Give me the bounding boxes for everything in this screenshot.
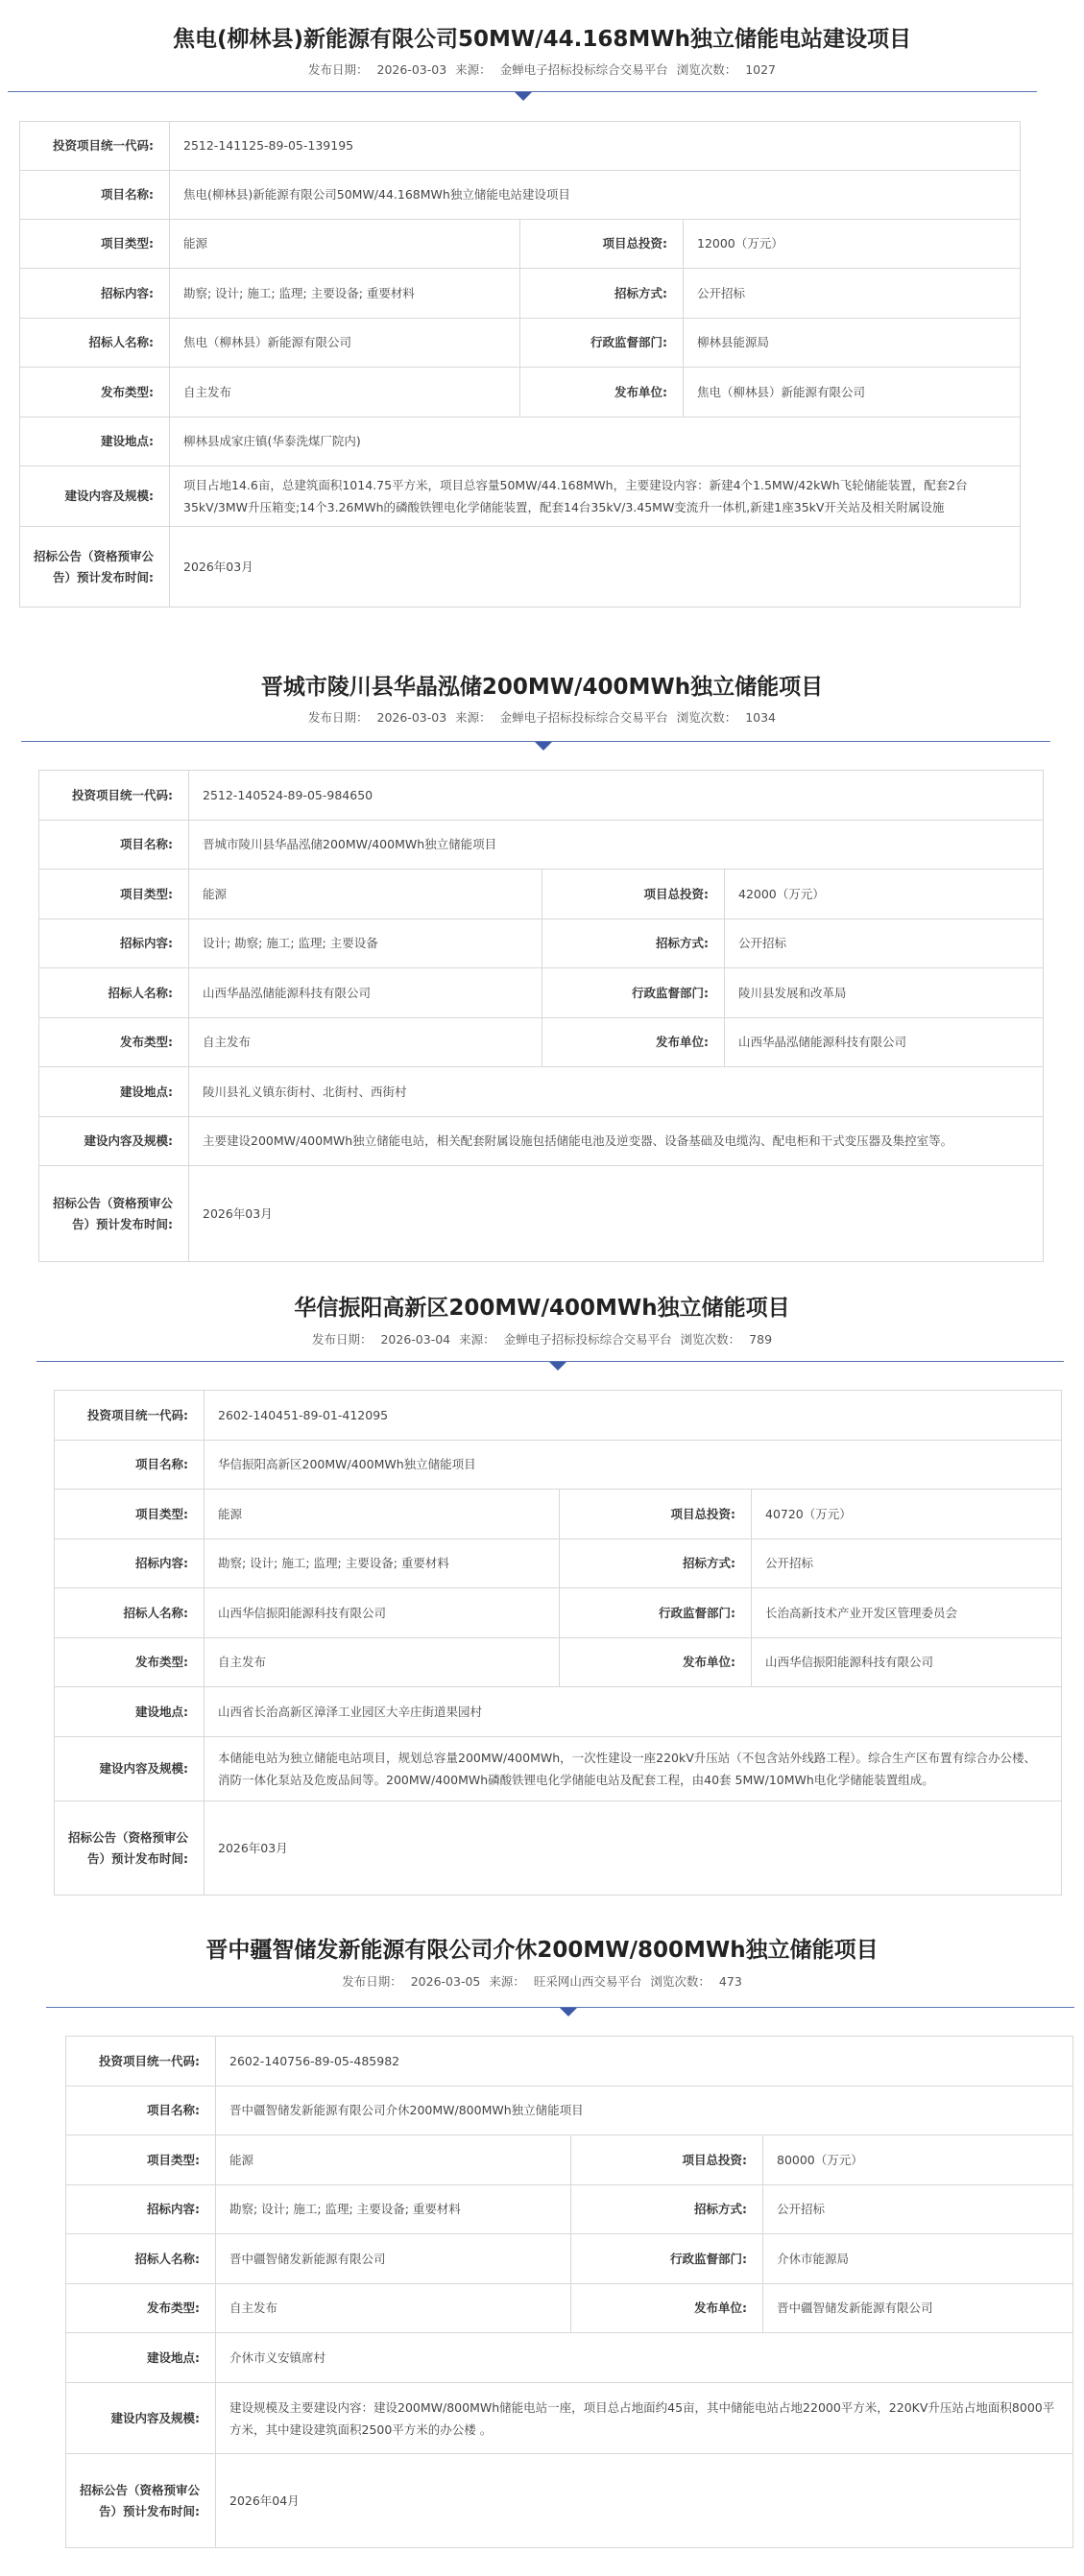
location: 山西省长治高新区漳泽工业园区大辛庄街道果园村 [205, 1687, 1062, 1737]
total-investment: 12000（万元） [684, 220, 1021, 269]
release-type: 自主发布 [205, 1638, 560, 1687]
location-label: 建设地点: [20, 417, 170, 466]
project-type-label: 项目类型: [55, 1490, 205, 1539]
project-code-label: 投资项目统一代码: [55, 1391, 205, 1441]
project-info-table [65, 2036, 1073, 2548]
scale-label: 建设内容及规模: [55, 1737, 205, 1801]
release-type-label: 发布类型: [55, 1638, 205, 1687]
location-label: 建设地点: [55, 1687, 205, 1737]
announce-time-label: 招标公告（资格预审公告）预计发布时间: [55, 1801, 205, 1896]
release-unit-label: 发布单位: [560, 1638, 752, 1687]
supervision-dept-label: 行政监督部门: [571, 2234, 763, 2284]
location: 介休市义安镇席村 [216, 2333, 1073, 2383]
bid-content-label: 招标内容: [66, 2185, 216, 2234]
release-unit-label: 发布单位: [571, 2284, 763, 2333]
bid-method: 公开招标 [725, 919, 1044, 968]
project-name: 晋城市陵川县华晶泓储200MW/400MWh独立储能项目 [189, 821, 1044, 870]
bid-content: 勘察; 设计; 施工; 监理; 主要设备; 重要材料 [216, 2185, 571, 2234]
bid-content-label: 招标内容: [20, 269, 170, 319]
total-investment-label: 项目总投资: [560, 1490, 752, 1539]
project-type-label: 项目类型: [39, 870, 189, 919]
announce-time: 2026年03月 [170, 527, 1021, 608]
total-investment-label: 项目总投资: [520, 220, 684, 269]
source-label: 来源： [455, 710, 492, 725]
views-label: 浏览次数： [676, 710, 737, 725]
supervision-dept: 长治高新技术产业开发区管理委员会 [752, 1588, 1062, 1638]
arrow-down-icon [535, 742, 552, 751]
release-unit: 山西华信振阳能源科技有限公司 [752, 1638, 1062, 1687]
project-meta [0, 1330, 1084, 1348]
project-name-label: 项目名称: [39, 821, 189, 870]
source-label: 来源： [489, 1974, 525, 1989]
location: 柳林县成家庄镇(华泰洗煤厂院内) [170, 417, 1021, 466]
project-type-label: 项目类型: [66, 2135, 216, 2185]
scale-description: 主要建设200MW/400MWh独立储能电站，相关配套附属设施包括储能电池及逆变器、设备基础及电缆沟、配电柜和干式变压器及集控室等。 [189, 1117, 1044, 1166]
tenderer: 焦电（柳林县）新能源有限公司 [170, 319, 520, 368]
total-investment: 42000（万元） [725, 870, 1044, 919]
project-code: 2602-140756-89-05-485982 [216, 2037, 1073, 2087]
publish-date: 2026-03-03 [376, 62, 447, 77]
publish-date: 2026-03-04 [380, 1332, 451, 1347]
project-type: 能源 [170, 220, 520, 269]
source-label: 来源： [459, 1332, 495, 1347]
bid-content-label: 招标内容: [55, 1539, 205, 1588]
views-count: 1027 [745, 62, 777, 77]
project-info-table [54, 1390, 1062, 1896]
bid-content: 设计; 勘察; 施工; 监理; 主要设备 [189, 919, 542, 968]
arrow-down-icon [549, 1362, 566, 1371]
project-title: 焦电(柳林县)新能源有限公司50MW/44.168MWh独立储能电站建设项目 [172, 27, 912, 52]
views-label: 浏览次数： [676, 62, 737, 77]
supervision-dept-label: 行政监督部门: [520, 319, 684, 368]
scale-description: 项目占地14.6亩，总建筑面积1014.75平方米，项目总容量50MW/44.168MWh，主要建设内容：新建4个1.5MW/42kWh飞轮储能装置，配套2台35kV/3MW升压箱变;14个3.26MWh的磷酸铁锂电化学储能装置，配套14台35kV/3.45MW变流升一体机,新建1座35kV开关站及相关附属设施 [170, 466, 1021, 527]
publish-date: 2026-03-03 [376, 710, 447, 725]
project-code-label: 投资项目统一代码: [39, 771, 189, 821]
total-investment: 80000（万元） [763, 2135, 1073, 2185]
views-count: 1034 [745, 710, 777, 725]
views-label: 浏览次数： [650, 1974, 711, 1989]
arrow-down-icon [515, 92, 532, 101]
project-meta [0, 60, 1084, 78]
views-label: 浏览次数： [680, 1332, 741, 1347]
source-label: 来源： [455, 62, 492, 77]
announce-time-label: 招标公告（资格预审公告）预计发布时间: [39, 1166, 189, 1262]
project-info-table [38, 770, 1044, 1262]
source: 旺采网山西交易平台 [533, 1974, 642, 1989]
supervision-dept-label: 行政监督部门: [542, 968, 725, 1018]
project-code-label: 投资项目统一代码: [20, 122, 170, 171]
project-name: 晋中疆智储发新能源有限公司介休200MW/800MWh独立储能项目 [216, 2087, 1073, 2135]
total-investment-label: 项目总投资: [571, 2135, 763, 2185]
release-type: 自主发布 [170, 368, 520, 417]
publish-date: 2026-03-05 [410, 1974, 481, 1989]
release-type-label: 发布类型: [39, 1018, 189, 1067]
supervision-dept: 介休市能源局 [763, 2234, 1073, 2284]
release-unit-label: 发布单位: [542, 1018, 725, 1067]
supervision-dept-label: 行政监督部门: [560, 1588, 752, 1638]
bid-content: 勘察; 设计; 施工; 监理; 主要设备; 重要材料 [205, 1539, 560, 1588]
project-code: 2512-140524-89-05-984650 [189, 771, 1044, 821]
project-type: 能源 [216, 2135, 571, 2185]
tenderer: 山西华信振阳能源科技有限公司 [205, 1588, 560, 1638]
location-label: 建设地点: [39, 1067, 189, 1117]
scale-description: 建设规模及主要建设内容：建设200MW/800MWh储能电站一座，项目总占地面约45亩，其中储能电站占地22000平方米，220KV升压站占地面积8000平方米，其中建设建筑面积2500平方米的办公楼 。 [216, 2383, 1073, 2454]
publish-date-label: 发布日期： [311, 1332, 373, 1347]
project-code-label: 投资项目统一代码: [66, 2037, 216, 2087]
total-investment-label: 项目总投资: [542, 870, 725, 919]
bid-method: 公开招标 [684, 269, 1021, 319]
scale-label: 建设内容及规模: [20, 466, 170, 527]
arrow-down-icon [560, 2008, 577, 2016]
bid-content-label: 招标内容: [39, 919, 189, 968]
views-count: 789 [749, 1332, 773, 1347]
project-meta [0, 708, 1084, 726]
bid-method: 公开招标 [763, 2185, 1073, 2234]
project-name-label: 项目名称: [66, 2087, 216, 2135]
source: 金蝉电子招标投标综合交易平台 [503, 1332, 672, 1347]
bid-method: 公开招标 [752, 1539, 1062, 1588]
project-type: 能源 [189, 870, 542, 919]
publish-date-label: 发布日期： [307, 62, 369, 77]
bid-content: 勘察; 设计; 施工; 监理; 主要设备; 重要材料 [170, 269, 520, 319]
bid-method-label: 招标方式: [560, 1539, 752, 1588]
location-label: 建设地点: [66, 2333, 216, 2383]
total-investment: 40720（万元） [752, 1490, 1062, 1539]
announce-time: 2026年03月 [205, 1801, 1062, 1896]
source: 金蝉电子招标投标综合交易平台 [499, 62, 668, 77]
tenderer-label: 招标人名称: [20, 319, 170, 368]
announce-time: 2026年03月 [189, 1166, 1044, 1262]
release-type: 自主发布 [216, 2284, 571, 2333]
announce-time: 2026年04月 [216, 2454, 1073, 2548]
project-meta [0, 1972, 1084, 1990]
tenderer-label: 招标人名称: [66, 2234, 216, 2284]
publish-date-label: 发布日期： [342, 1974, 402, 1989]
supervision-dept: 柳林县能源局 [684, 319, 1021, 368]
bid-method-label: 招标方式: [571, 2185, 763, 2234]
project-type-label: 项目类型: [20, 220, 170, 269]
bid-method-label: 招标方式: [520, 269, 684, 319]
project-name: 华信振阳高新区200MW/400MWh独立储能项目 [205, 1441, 1062, 1490]
tenderer-label: 招标人名称: [39, 968, 189, 1018]
release-unit: 山西华晶泓储能源科技有限公司 [725, 1018, 1044, 1067]
project-name-label: 项目名称: [55, 1441, 205, 1490]
source: 金蝉电子招标投标综合交易平台 [499, 710, 668, 725]
project-info-table [19, 121, 1021, 608]
project-name-label: 项目名称: [20, 171, 170, 220]
project-title: 晋城市陵川县华晶泓储200MW/400MWh独立储能项目 [260, 675, 824, 700]
release-type-label: 发布类型: [20, 368, 170, 417]
project-code: 2602-140451-89-01-412095 [205, 1391, 1062, 1441]
release-type: 自主发布 [189, 1018, 542, 1067]
views-count: 473 [718, 1974, 742, 1989]
tenderer: 晋中疆智储发新能源有限公司 [216, 2234, 571, 2284]
project-title: 华信振阳高新区200MW/400MWh独立储能项目 [294, 1296, 790, 1321]
project-type: 能源 [205, 1490, 560, 1539]
project-title: 晋中疆智储发新能源有限公司介休200MW/800MWh独立储能项目 [205, 1938, 879, 1963]
announce-time-label: 招标公告（资格预审公告）预计发布时间: [20, 527, 170, 608]
publish-date-label: 发布日期： [307, 710, 369, 725]
scale-label: 建设内容及规模: [39, 1117, 189, 1166]
release-type-label: 发布类型: [66, 2284, 216, 2333]
location: 陵川县礼义镇东街村、北街村、西街村 [189, 1067, 1044, 1117]
scale-label: 建设内容及规模: [66, 2383, 216, 2454]
tenderer-label: 招标人名称: [55, 1588, 205, 1638]
bid-method-label: 招标方式: [542, 919, 725, 968]
announce-time-label: 招标公告（资格预审公告）预计发布时间: [66, 2454, 216, 2548]
release-unit: 晋中疆智储发新能源有限公司 [763, 2284, 1073, 2333]
tenderer: 山西华晶泓储能源科技有限公司 [189, 968, 542, 1018]
project-code: 2512-141125-89-05-139195 [170, 122, 1021, 171]
release-unit: 焦电（柳林县）新能源有限公司 [684, 368, 1021, 417]
scale-description: 本储能电站为独立储能电站项目，规划总容量200MW/400MWh，一次性建设一座220kV升压站（不包含站外线路工程）。综合生产区布置有综合办公楼、消防一体化泵站及危废品间等。200MW/400MWh磷酸铁锂电化学储能电站及配套工程，由40套 5MW/10MWh电化学储能装置组成。 [205, 1737, 1062, 1801]
project-name: 焦电(柳林县)新能源有限公司50MW/44.168MWh独立储能电站建设项目 [170, 171, 1021, 220]
release-unit-label: 发布单位: [520, 368, 684, 417]
supervision-dept: 陵川县发展和改革局 [725, 968, 1044, 1018]
